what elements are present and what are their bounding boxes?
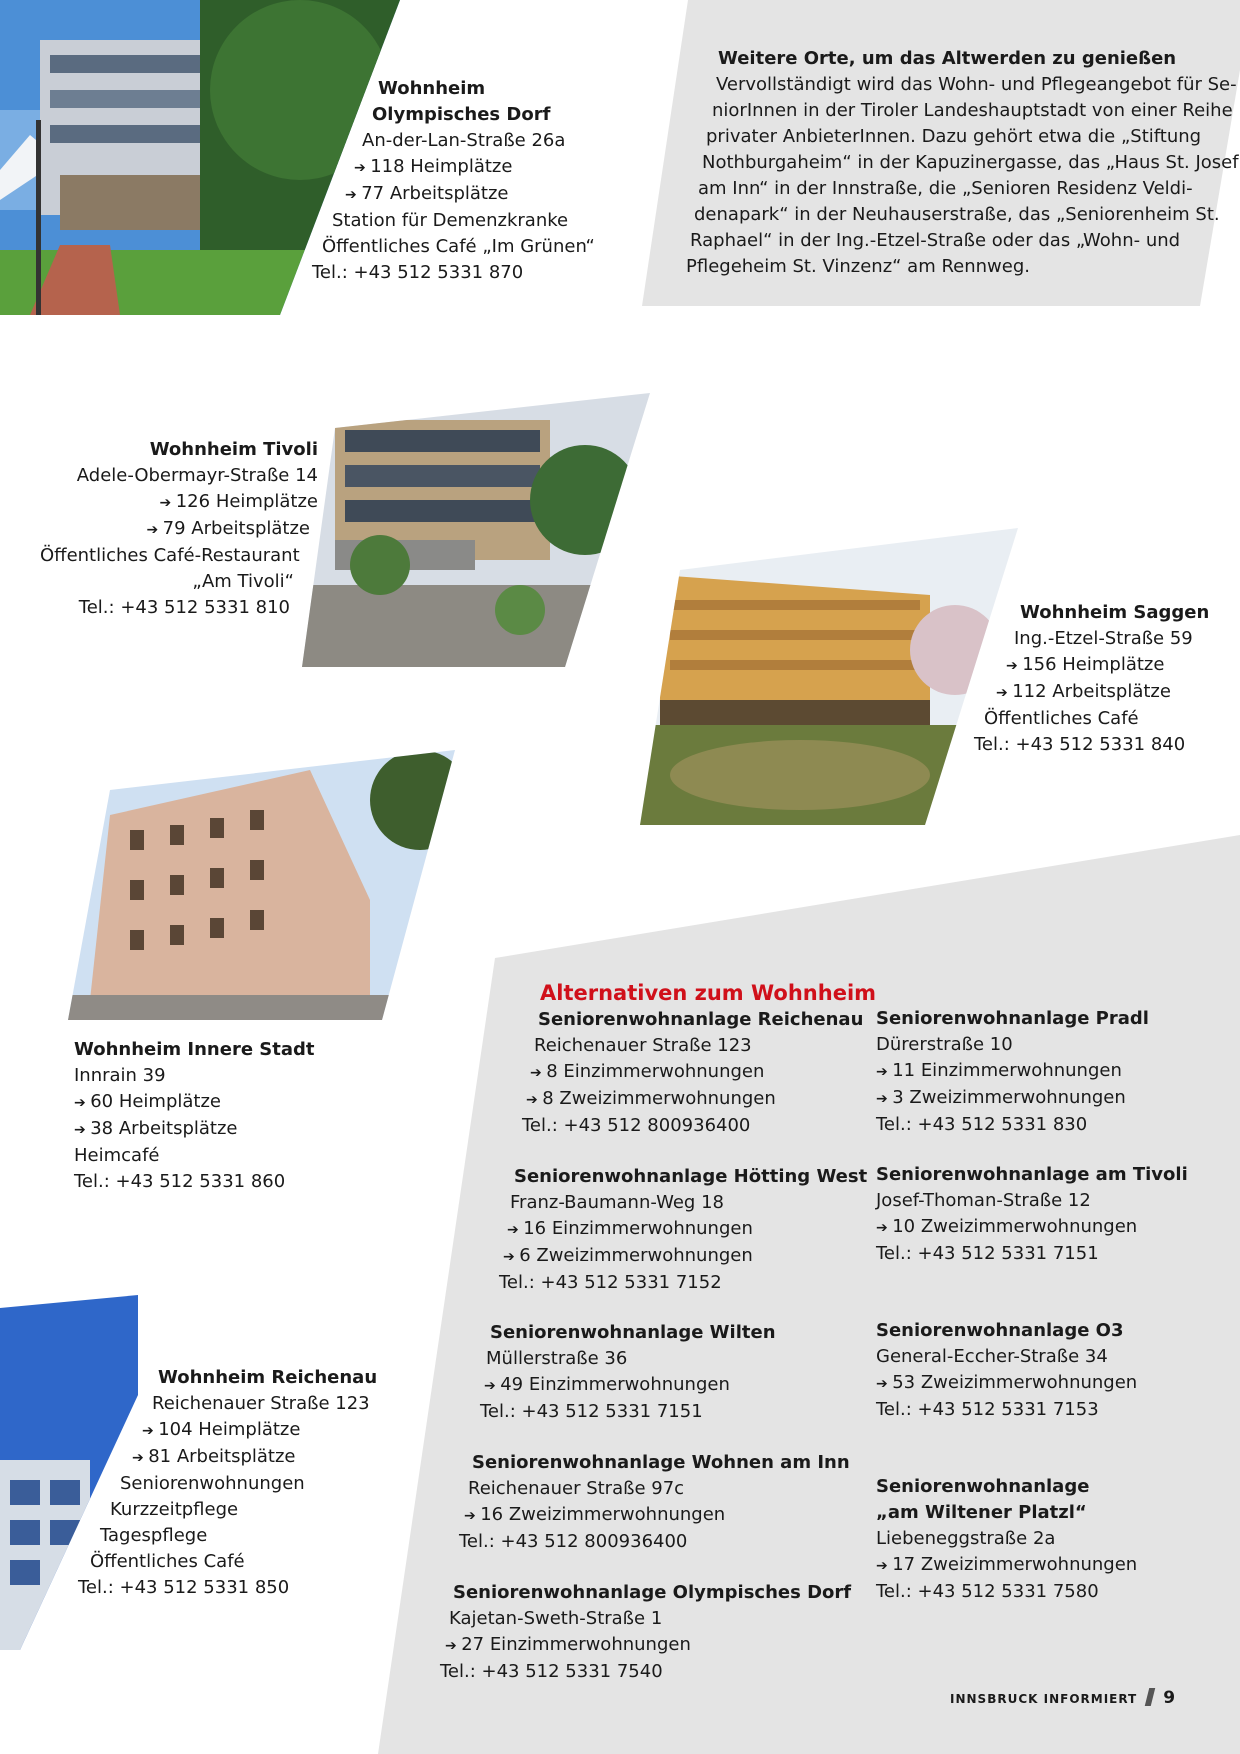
arrow-right-icon <box>132 1446 148 1467</box>
alt-name: Seniorenwohnanlage Pradl <box>876 1008 1149 1029</box>
alt-item: 16 Zweizimmerwohnungen <box>480 1504 726 1525</box>
alt-item-row <box>457 1502 850 1529</box>
weitere-orte-text-line: am Inn“ in der Innstraße, die „Senioren Residenz Veldi- <box>698 178 1193 199</box>
wohnheim-arbeitsplaetze: 112 Arbeitsplätze <box>1012 681 1171 702</box>
alt-wohnen-am-inn <box>457 1450 850 1555</box>
wohnheim-extra: „Am Tivoli“ <box>192 571 294 592</box>
alt-olympisches-dorf <box>440 1580 851 1685</box>
wohnheim-name: Wohnheim Tivoli <box>149 439 318 460</box>
alt-name: Seniorenwohnanlage Wohnen am Inn <box>472 1452 850 1473</box>
alt-item-row <box>497 1243 867 1270</box>
wohnheim-arbeitsplaetze: 77 Arbeitsplätze <box>361 183 509 204</box>
arrow-right-icon <box>74 1091 90 1112</box>
wohnheim-extra: Heimcafé <box>74 1145 160 1166</box>
arrow-right-icon <box>74 1118 90 1139</box>
wohnheim-heimplaetze-row <box>972 652 1209 679</box>
alt-tel: Tel.: +43 512 5331 7540 <box>440 1661 663 1682</box>
wohnheim-arbeitsplaetze-row <box>312 181 567 208</box>
wohnheim-heimplaetze: 118 Heimplätze <box>370 156 513 177</box>
wohnheim-tivoli-info <box>40 437 318 621</box>
wohnheim-heimplaetze-row <box>312 154 567 181</box>
wohnheim-name: Wohnheim Saggen <box>1020 602 1210 623</box>
alt-hoetting-west <box>497 1164 867 1296</box>
wohnheim-name-line1: Wohnheim <box>378 78 486 99</box>
arrow-right-icon <box>464 1504 480 1525</box>
arrow-right-icon <box>445 1634 461 1655</box>
arrow-right-icon <box>1006 654 1022 675</box>
alt-reichenau <box>520 1007 863 1139</box>
wohnheim-extra: Öffentliches Café <box>90 1551 245 1572</box>
alt-item-row <box>876 1370 1137 1397</box>
wohnheim-extra: Tagespflege <box>100 1525 208 1546</box>
wohnheim-extra: Kurzzeitpflege <box>110 1499 239 1520</box>
wohnheim-name-line2: Olympisches Dorf <box>372 104 551 125</box>
alt-item-row <box>497 1216 867 1243</box>
alt-tel: Tel.: +43 512 5331 7153 <box>876 1399 1099 1420</box>
arrow-right-icon <box>526 1088 542 1109</box>
wohnheim-address: Adele-Obermayr-Straße 14 <box>76 465 318 486</box>
wohnheim-arbeitsplaetze: 79 Arbeitsplätze <box>162 518 310 539</box>
alt-name-line1: Seniorenwohnanlage <box>876 1476 1090 1497</box>
arrow-right-icon <box>507 1218 523 1239</box>
weitere-orte-text-line: Nothburgaheim“ in der Kapuzinergasse, das „Haus St. Josef <box>702 152 1239 173</box>
wohnheim-name: Wohnheim Reichenau <box>158 1367 378 1388</box>
wohnheim-innere-stadt-info <box>74 1037 315 1195</box>
alt-tel: Tel.: +43 512 800936400 <box>522 1115 751 1136</box>
wohnheim-tel: Tel.: +43 512 5331 840 <box>974 734 1186 755</box>
wohnheim-olympisches-dorf-info <box>312 76 595 286</box>
alt-item: 53 Zweizimmerwohnungen <box>892 1372 1138 1393</box>
alt-o3 <box>876 1318 1137 1423</box>
wohnheim-heimplaetze: 104 Heimplätze <box>158 1419 301 1440</box>
wohnheim-arbeitsplaetze-row <box>78 1444 377 1471</box>
arrow-right-icon <box>996 681 1012 702</box>
wohnheim-saggen-info <box>972 600 1209 758</box>
arrow-right-icon <box>876 1060 892 1081</box>
weitere-orte-title: Weitere Orte, um das Altwerden zu genießen <box>718 48 1177 69</box>
publication-name: INNSBRUCK INFORMIERT <box>950 1692 1138 1706</box>
slash-divider <box>1145 1688 1155 1706</box>
wohnheim-address: Innrain 39 <box>74 1065 166 1086</box>
alt-item-row <box>520 1059 863 1086</box>
wohnheim-arbeitsplaetze-row <box>972 679 1209 706</box>
wohnheim-heimplaetze: 156 Heimplätze <box>1022 654 1165 675</box>
alt-item-row <box>876 1214 1188 1241</box>
alt-address: Liebeneggstraße 2a <box>876 1528 1056 1549</box>
alt-name: Seniorenwohnanlage Hötting West <box>514 1166 868 1187</box>
wohnheim-arbeitsplaetze: 81 Arbeitsplätze <box>148 1446 296 1467</box>
alt-name: Seniorenwohnanlage Wilten <box>490 1322 776 1343</box>
alt-address: Reichenauer Straße 97c <box>468 1478 685 1499</box>
alt-tel: Tel.: +43 512 5331 830 <box>876 1114 1088 1135</box>
alternatives-heading: Alternativen zum Wohnheim <box>540 981 877 1005</box>
arrow-right-icon <box>530 1061 546 1082</box>
alt-wiltener-platzl <box>876 1474 1137 1605</box>
wohnheim-tel: Tel.: +43 512 5331 860 <box>74 1171 286 1192</box>
alt-address: Josef-Thoman-Straße 12 <box>876 1190 1091 1211</box>
alt-address: Franz-Baumann-Weg 18 <box>510 1192 724 1213</box>
weitere-orte-text-line: denapark“ in der Neuhauserstraße, das „Seniorenheim St. <box>694 204 1220 225</box>
wohnheim-extra: Öffentliches Café „Im Grünen“ <box>322 236 595 257</box>
alt-tel: Tel.: +43 512 5331 7580 <box>876 1581 1099 1602</box>
photo-wohnheim-innere-stadt <box>60 740 470 1030</box>
wohnheim-address: An-der-Lan-Straße 26a <box>362 130 566 151</box>
arrow-right-icon <box>876 1372 892 1393</box>
arrow-right-icon <box>345 183 361 204</box>
wohnheim-tel: Tel.: +43 512 5331 870 <box>312 262 524 283</box>
alt-tel: Tel.: +43 512 5331 7151 <box>480 1401 703 1422</box>
alt-item-row <box>520 1086 863 1113</box>
page-number: 9 <box>1163 1688 1176 1708</box>
wohnheim-extra: Station für Demenzkranke <box>332 210 569 231</box>
weitere-orte-text-line: niorInnen in der Tiroler Landeshauptstadt von einer Reihe <box>712 100 1233 121</box>
alt-name: Seniorenwohnanlage O3 <box>876 1320 1124 1341</box>
alt-name: Seniorenwohnanlage Olympisches Dorf <box>453 1582 852 1603</box>
wohnheim-name: Wohnheim Innere Stadt <box>74 1039 315 1060</box>
wohnheim-address: Reichenauer Straße 123 <box>152 1393 370 1414</box>
alt-item: 11 Einzimmerwohnungen <box>892 1060 1122 1081</box>
weitere-orte-text-line: Pflegeheim St. Vinzenz“ am Rennweg. <box>686 256 1031 277</box>
alt-item-row <box>876 1058 1149 1085</box>
alt-item: 3 Zweizimmerwohnungen <box>892 1087 1126 1108</box>
alt-name-line2: „am Wiltener Platzl“ <box>876 1502 1087 1523</box>
wohnheim-heimplaetze-row <box>78 1417 377 1444</box>
wohnheim-heimplaetze-row <box>74 1089 315 1116</box>
alt-item: 10 Zweizimmerwohnungen <box>892 1216 1138 1237</box>
alt-tel: Tel.: +43 512 5331 7151 <box>876 1243 1099 1264</box>
arrow-right-icon <box>503 1245 519 1266</box>
alt-name: Seniorenwohnanlage am Tivoli <box>876 1164 1188 1185</box>
wohnheim-address: Ing.-Etzel-Straße 59 <box>1014 628 1193 649</box>
alt-item: 49 Einzimmerwohnungen <box>500 1374 730 1395</box>
arrow-right-icon <box>484 1374 500 1395</box>
alt-item: 8 Zweizimmerwohnungen <box>542 1088 776 1109</box>
wohnheim-arbeitsplaetze-row <box>74 1116 315 1143</box>
arrow-right-icon <box>146 518 162 539</box>
photo-wohnheim-saggen <box>640 520 1020 830</box>
photo-wohnheim-tivoli <box>300 390 660 670</box>
wohnheim-heimplaetze-row <box>40 489 318 516</box>
weitere-orte-text-line: privater AnbieterInnen. Dazu gehört etwa die „Stiftung <box>706 126 1202 147</box>
weitere-orte-section <box>686 46 1239 280</box>
alt-address: Dürerstraße 10 <box>876 1034 1013 1055</box>
alt-item-row <box>480 1372 776 1399</box>
wohnheim-extra: Öffentliches Café <box>984 708 1139 729</box>
wohnheim-tel: Tel.: +43 512 5331 850 <box>78 1577 290 1598</box>
alt-tel: Tel.: +43 512 800936400 <box>459 1531 688 1552</box>
arrow-right-icon <box>876 1216 892 1237</box>
wohnheim-extra: Seniorenwohnungen <box>120 1473 305 1494</box>
wohnheim-heimplaetze: 126 Heimplätze <box>175 491 318 512</box>
wohnheim-tel: Tel.: +43 512 5331 810 <box>78 597 290 618</box>
alt-item-row <box>440 1632 851 1659</box>
alt-item: 16 Einzimmerwohnungen <box>523 1218 753 1239</box>
alt-item: 17 Zweizimmerwohnungen <box>892 1554 1138 1575</box>
wohnheim-extra: Öffentliches Café-Restaurant <box>40 545 300 566</box>
alt-address: Reichenauer Straße 123 <box>534 1035 752 1056</box>
arrow-right-icon <box>876 1554 892 1575</box>
alt-name: Seniorenwohnanlage Reichenau <box>538 1009 864 1030</box>
arrow-right-icon <box>876 1087 892 1108</box>
alt-item: 27 Einzimmerwohnungen <box>461 1634 691 1655</box>
wohnheim-arbeitsplaetze-row <box>40 516 318 543</box>
page-footer <box>950 1688 1175 1708</box>
alt-address: Kajetan-Sweth-Straße 1 <box>449 1608 663 1629</box>
arrow-right-icon <box>142 1419 158 1440</box>
alt-address: General-Eccher-Straße 34 <box>876 1346 1108 1367</box>
arrow-right-icon <box>160 491 176 512</box>
alt-address: Müllerstraße 36 <box>486 1348 628 1369</box>
arrow-right-icon <box>354 156 370 177</box>
alt-am-tivoli <box>876 1162 1188 1267</box>
alt-pradl <box>876 1006 1149 1138</box>
alt-item-row <box>876 1085 1149 1112</box>
alt-item: 6 Zweizimmerwohnungen <box>519 1245 753 1266</box>
alt-item-row <box>876 1552 1137 1579</box>
alt-wilten <box>480 1320 776 1425</box>
wohnheim-heimplaetze: 60 Heimplätze <box>90 1091 221 1112</box>
weitere-orte-text-line: Raphael“ in der Ing.-Etzel-Straße oder das „Wohn- und <box>690 230 1181 251</box>
weitere-orte-text-line: Vervollständigt wird das Wohn- und Pflegeangebot für Se- <box>716 74 1237 95</box>
wohnheim-arbeitsplaetze: 38 Arbeitsplätze <box>90 1118 238 1139</box>
alt-tel: Tel.: +43 512 5331 7152 <box>499 1272 722 1293</box>
wohnheim-reichenau-info <box>78 1365 377 1601</box>
alt-item: 8 Einzimmerwohnungen <box>546 1061 765 1082</box>
